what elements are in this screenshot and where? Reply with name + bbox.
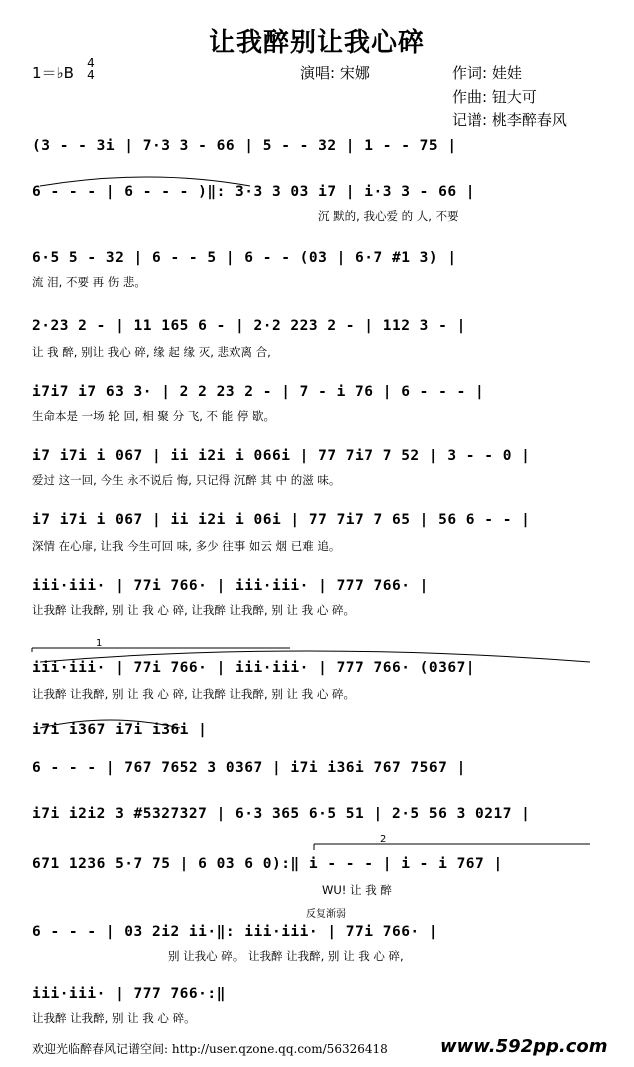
tie-arc [40, 720, 180, 728]
lyric-row: 流 泪, 不要 再 伤 悲。 [32, 275, 146, 289]
tie-arc [40, 177, 250, 186]
lyric-row: 生命本是 一场 轮 回, 相 聚 分 飞, 不 能 停 歇。 [32, 409, 276, 423]
key-signature: 1＝♭B [32, 64, 74, 82]
notation-row: 671 1236 5·7 75 | 6 03 6 0):‖ i - - - | i - i 767 | [32, 856, 503, 872]
lyric-row: 深情 在心扉, 让我 今生可回 味, 多少 往事 如云 烟 已难 追。 [32, 539, 341, 553]
lyricist-credit: 作词: 娃娃 [452, 64, 522, 82]
notation-row: i7 i7i i 067 | ii i2i i 06i | 77 7i7 7 65 | 56 6 - - | [32, 512, 531, 528]
lyric-row: 别 让我心 碎。 让我醉 让我醉, 别 让 我 心 碎, [168, 949, 404, 963]
repeat-instruction: 反复渐弱 [306, 909, 346, 920]
composer-credit: 作曲: 钮大可 [452, 88, 537, 106]
volta-one-label: 1 [96, 638, 103, 649]
transcriber-credit: 记谱: 桃李醉春风 [452, 111, 567, 129]
lyric-row: 沉 默的, 我心爱 的 人, 不要 [318, 209, 459, 223]
footer-text: 欢迎光临醉春风记谱空间: http://user.qzone.qq.com/56326418 [32, 1042, 388, 1056]
notation-row: (3 - - 3i | 7·3 3 - 66 | 5 - - 32 | 1 - - 75 | [32, 138, 457, 154]
lyric-row: 让我醉 让我醉, 别 让 我 心 碎, 让我醉 让我醉, 别 让 我 心 碎。 [32, 687, 355, 701]
notation-row: 6 - - - | 03 2i2 ii·‖: iii·iii· | 77i 766· | [32, 924, 439, 940]
notation-row: iii·iii· | 777 766·:‖ [32, 986, 226, 1002]
site-watermark: www.592pp.com [440, 1036, 608, 1057]
lyric-row: 让 我 醉, 别让 我心 碎, 缘 起 缘 灭, 悲欢离 合, [32, 345, 271, 359]
volta-two-label: 2 [380, 834, 387, 845]
lyric-row: 让我醉 让我醉, 别 让 我 心 碎, 让我醉 让我醉, 别 让 我 心 碎。 [32, 603, 355, 617]
lyric-row: 爱过 这一回, 今生 永不说后 悔, 只记得 沉醉 其 中 的滋 味。 [32, 473, 341, 487]
notation-row: 6·5 5 - 32 | 6 - - 5 | 6 - - (03 | 6·7 #1 3) | [32, 250, 457, 266]
notation-row: iii·iii· | 77i 766· | iii·iii· | 777 766· | [32, 578, 429, 594]
notation-row: i7 i7i i 067 | ii i2i i 066i | 77 7i7 7 52 | 3 - - 0 | [32, 448, 531, 464]
lyric-row: WU! 让 我 醉 [322, 883, 392, 897]
score-title: 让我醉别让我心碎 [208, 28, 425, 58]
lyric-row: 让我醉 让我醉, 别 让 我 心 碎。 [32, 1011, 196, 1025]
meter-bottom: 4 [87, 68, 95, 82]
notation-row: 2·23 2 - | 11 165 6 - | 2·2 223 2 - | 112 3 - | [32, 318, 466, 334]
notation-row: i7i i367 i7i i36i | [32, 722, 208, 738]
notation-row: 6 - - - | 767 7652 3 0367 | i7i i36i 767 7567 | [32, 760, 466, 776]
meter-top: 4 [87, 56, 95, 70]
notation-row: iii·iii· | 77i 766· | iii·iii· | 777 766· (0367| [32, 660, 476, 676]
notation-row: 6 - - - | 6 - - - )‖: 3·3 3 03 i7 | i·3 3 - 66 | [32, 184, 476, 200]
notation-row: i7i7 i7 63 3· | 2 2 23 2 - | 7 - i 76 | 6 - - - | [32, 384, 485, 400]
tie-arc [40, 651, 590, 662]
singer-credit: 演唱: 宋娜 [300, 64, 370, 82]
notation-row: i7i i2i2 3 #5327327 | 6·3 365 6·5 51 | 2·5 56 3 0217 | [32, 806, 531, 822]
